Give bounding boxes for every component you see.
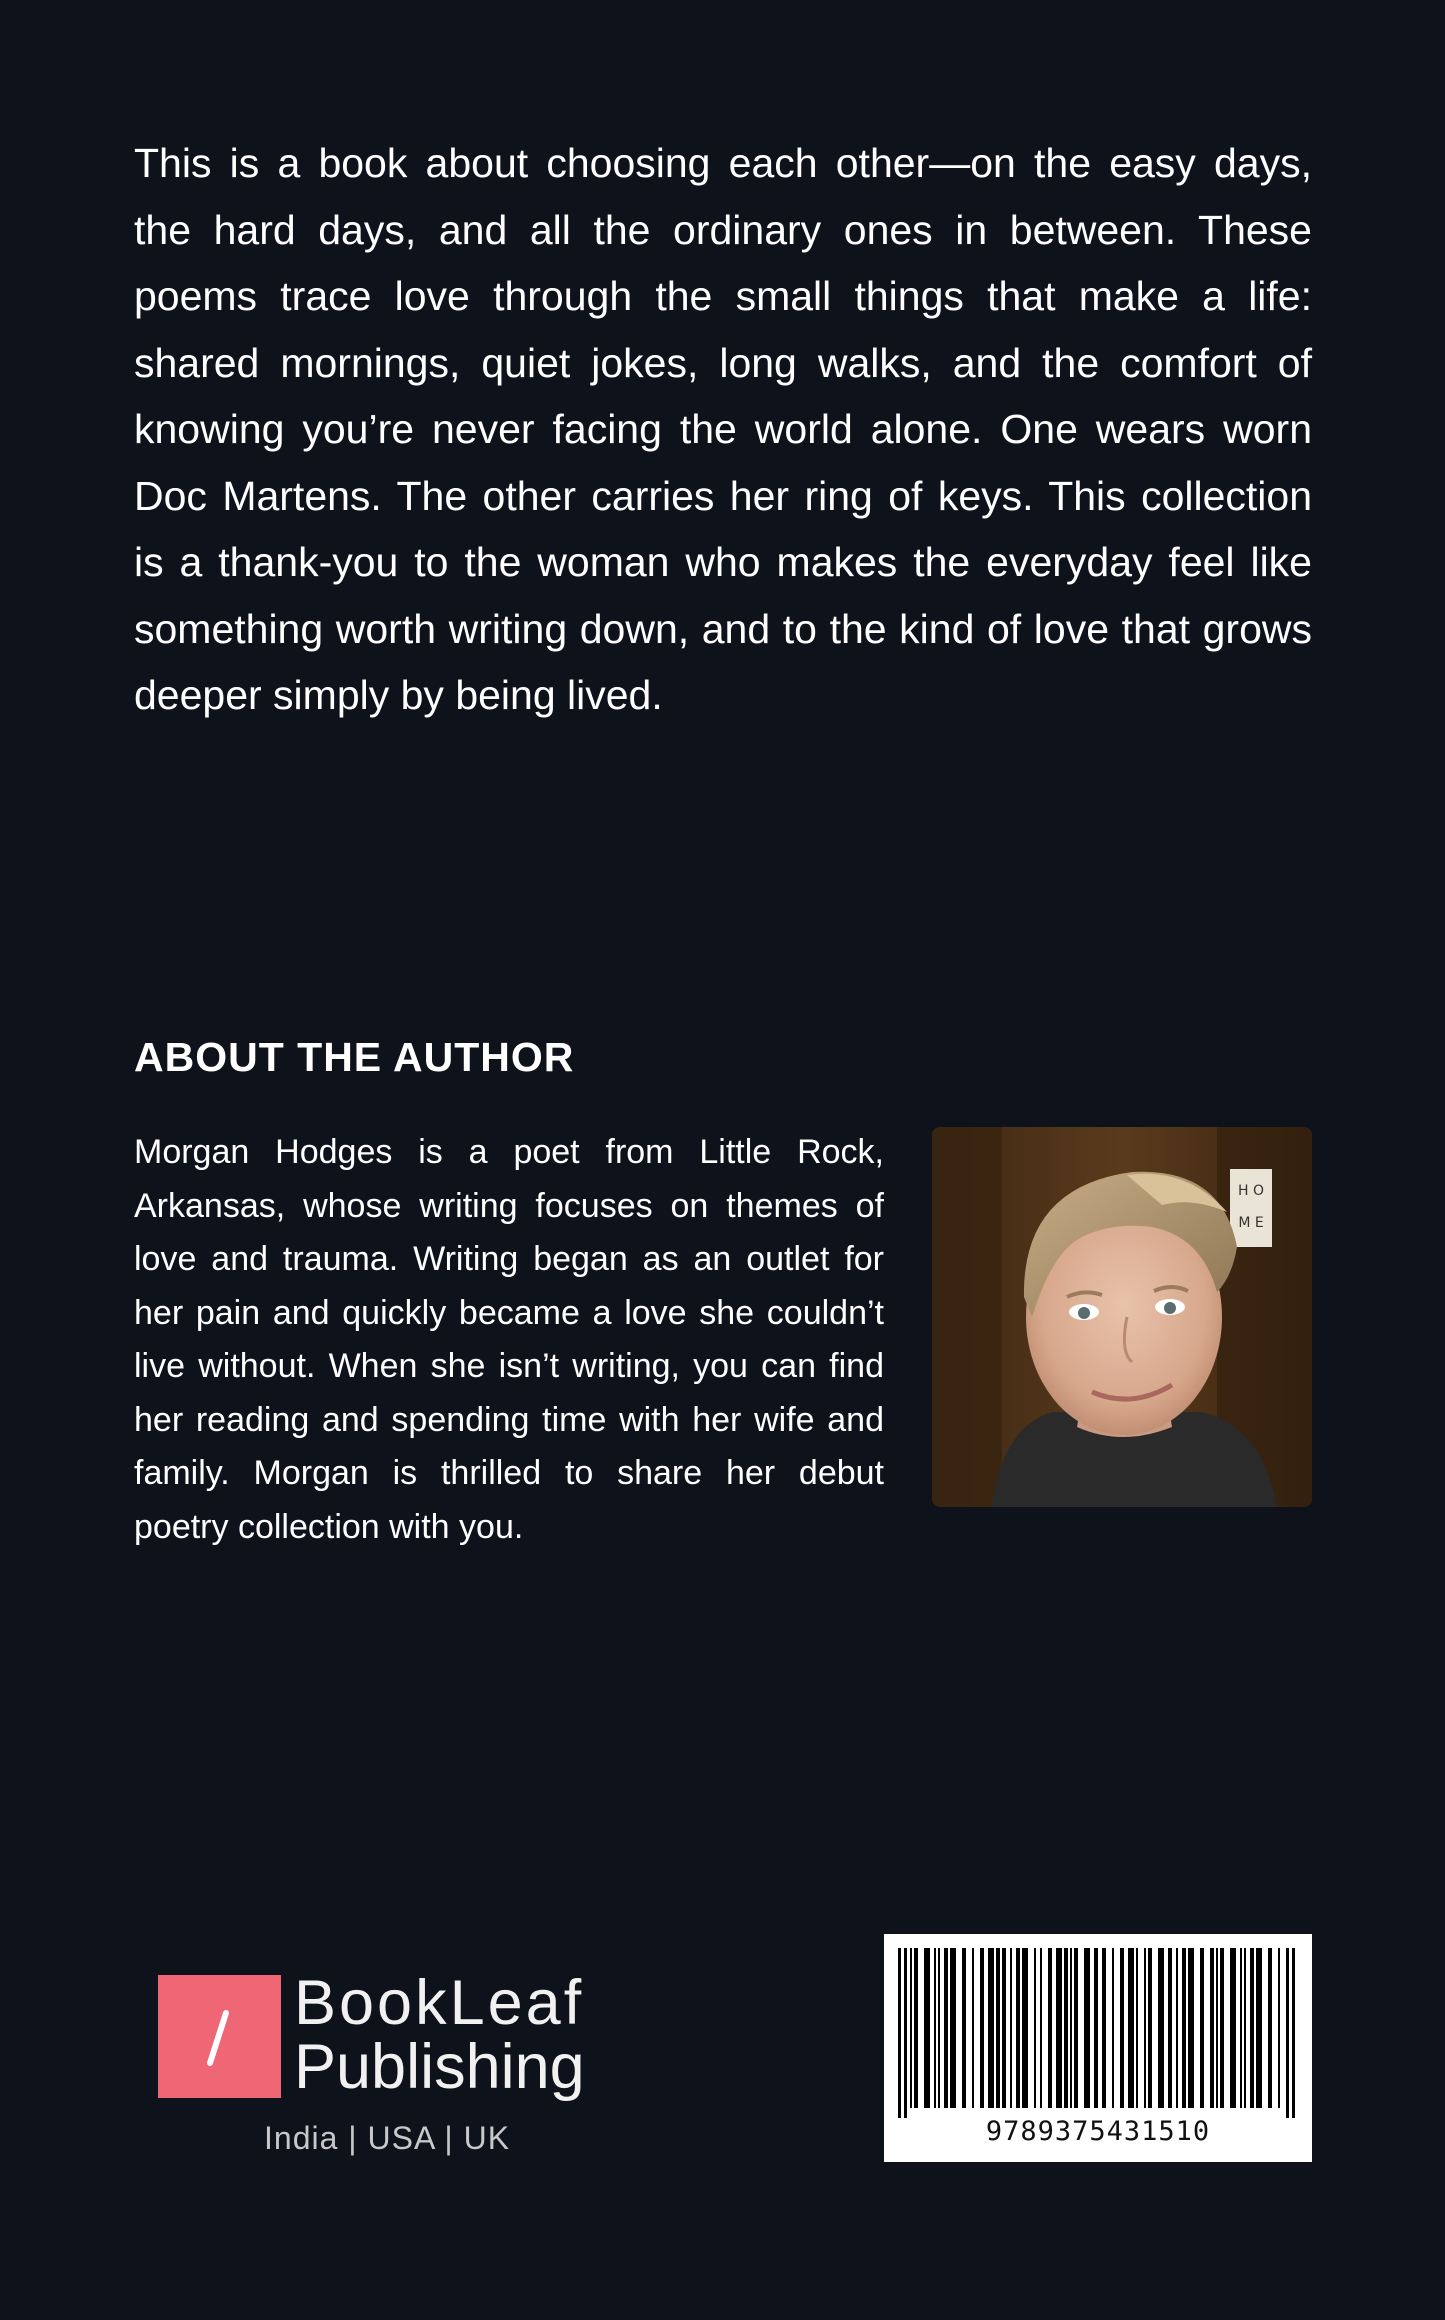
leaf-slash-icon	[158, 1975, 281, 2098]
publisher-name-line2: Publishing	[294, 2032, 585, 2102]
publisher-regions: India | USA | UK	[264, 2120, 511, 2156]
publisher-logo	[158, 1968, 618, 2156]
back-cover-blurb: This is a book about choosing each other—on the easy days, the hard days, and all the ordinary ones in between. These poems trace love through the small things that make a life: shared mornings, quiet jokes, long walks, and the comfort of knowing you’re never facing the world alone. One wears worn Doc Martens. The other carries her ring of keys. This collection is a thank-you to the woman who makes the everyday feel like something worth writing down, and to the kind of love that grows deeper simply by being lived.	[134, 140, 1312, 718]
publisher-name-line1: BookLeaf	[294, 1968, 585, 2038]
svg-text:H O: H O	[1238, 1183, 1264, 1199]
isbn-number: 9789375431510	[985, 2116, 1211, 2147]
svg-text:M E: M E	[1238, 1215, 1264, 1231]
author-photo	[932, 1127, 1312, 1507]
about-author-heading: ABOUT THE AUTHOR	[134, 1034, 575, 1080]
isbn-barcode	[884, 1934, 1312, 2162]
author-bio: Morgan Hodges is a poet from Little Rock, Arkansas, whose writing focuses on themes of love and trauma. Writing began as an outlet for her pain and quickly became a love she couldn’t live without. When she isn’t writing, you can find her reading and spending time with her wife and family. Morgan is thrilled to share her debut poetry collection with you.	[134, 1133, 884, 1546]
